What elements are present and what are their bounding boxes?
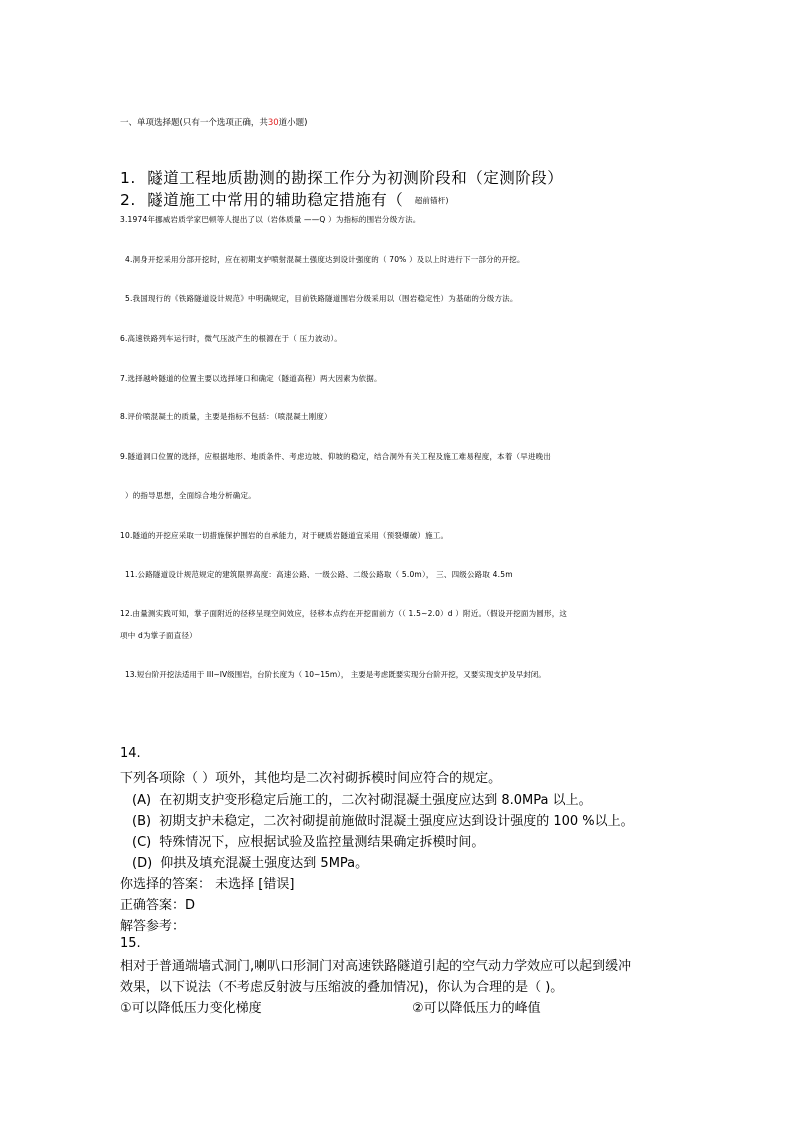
question-15-option-2: ②可以降低压力的峰值 (412, 1001, 541, 1016)
question-1-text: 隧道工程地质勘测的勘探工作分为初测阶段和（定测阶段） (147, 169, 564, 187)
question-6: 6.高速铁路列车运行时，微气压波产生的根源在于（ 压力波动）。 (120, 334, 342, 343)
question-13: 13.短台阶开挖法适用于 III~IV级围岩，台阶长度为（ 10~15m）， 主要是考虑既要实现分台阶开挖，又要实现支护及早封闭。 (125, 670, 546, 679)
answer-reference: 解答参考： (120, 919, 186, 934)
question-14-option-c (132, 831, 484, 850)
section-header (120, 116, 307, 128)
question-15-stem-line1: 相对于普通端墙式洞门,喇叭口形洞门对高速铁路隧道引起的空气动力学效应可以起到缓冲 (120, 959, 632, 974)
option-d-text: 仰拱及填充混凝土强度达到 5MPa。 (160, 856, 369, 871)
question-12-line1: 12.由量测实践可知，掌子面附近的径移呈现空间效应，径移本点约在开挖面前方（（ 1.5~2.0）d ）附近。（假设开挖面为圆形，这 (120, 609, 568, 618)
question-4: 4.洞身开挖采用分部开挖时，应在初期支护喷射混凝土强度达到设计强度的（ 70% ）及以上时进行下一部分的开挖。 (125, 255, 525, 264)
question-1 (120, 166, 563, 188)
question-2-text: 隧道施工中常用的辅助稳定措施有（ (147, 191, 404, 209)
question-10: 10.隧道的开挖应采取一切措施保护围岩的自承能力，对于硬质岩隧道宜采用（预裂爆破）施工。 (120, 531, 449, 540)
question-12-line2: 项中 d为掌子面直径） (120, 631, 197, 640)
question-14-number: 14. (120, 746, 141, 761)
header-prefix: 一、单项选择题(只有一个选项正确，共 (120, 118, 268, 128)
option-b-label: (B) (132, 814, 152, 829)
option-a-text: 在初期支护变形稳定后施工的，二次衬砌混凝土强度应达到 8.0MPa 以上。 (159, 793, 592, 808)
question-count: 30 (267, 118, 279, 128)
option-c-label: (C) (132, 835, 152, 850)
correct-answer: 正确答案：D (120, 898, 196, 913)
question-9-line1: 9.隧道洞口位置的选择，应根据地形、地质条件、考虑边坡、仰坡的稳定，结合洞外有关工程及施工难易程度，本着（早进晚出 (120, 452, 552, 461)
question-14-option-a (132, 789, 592, 808)
option-c-text: 特殊情况下，应根据试验及监控量测结果确定拆模时间。 (159, 835, 485, 850)
question-15-option-1: ①可以降低压力变化梯度 (120, 1001, 262, 1016)
question-2 (120, 188, 449, 210)
header-suffix: 道小题) (278, 118, 308, 128)
question-15-stem-line2: 效果，以下说法（不考虑反射波与压缩波的叠加情况)，你认为合理的是（ )。 (120, 980, 564, 995)
question-7: 7.选择越岭隧道的位置主要以选择垭口和确定（隧道高程）两大因素为依据。 (120, 374, 382, 383)
option-a-label: (A) (132, 793, 152, 808)
option-b-text: 初期支护未稳定，二次衬砌提前施做时混凝土强度应达到设计强度的 100 %以上。 (159, 814, 634, 829)
question-2-number: 2. (120, 191, 136, 209)
question-5: 5.我国现行的《铁路隧道设计规范》中明确规定，目前铁路隧道围岩分级采用以（围岩稳定性）为基础的分级方法。 (125, 294, 518, 303)
question-9-line2: ）的指导思想，全面综合地分析确定。 (125, 491, 256, 500)
your-answer: 你选择的答案： 未选择 [错误] (120, 877, 295, 892)
question-3: 3.1974年挪威岩质学家巴顿等人提出了以（岩体质量 ——Q ）为指标的围岩分级方法。 (120, 215, 421, 224)
question-2-answer: 超前锚杆) (414, 196, 449, 205)
question-15-number: 15. (120, 936, 141, 951)
question-14-stem: 下列各项除（ ）项外，其他均是二次衬砌拆模时间应符合的规定。 (120, 771, 502, 786)
question-14-option-b (132, 810, 634, 829)
question-11: 11.公路隧道设计规范规定的建筑限界高度：高速公路、一级公路、二级公路取（ 5.0m）， 三、四级公路取 4.5m (125, 570, 513, 579)
question-8: 8.评价喷混凝土的质量，主要是指标不包括：（喷混凝土刚度） (120, 412, 332, 421)
option-d-label: (D) (132, 856, 153, 871)
question-14-option-d (132, 852, 368, 871)
question-1-number: 1. (120, 169, 136, 187)
